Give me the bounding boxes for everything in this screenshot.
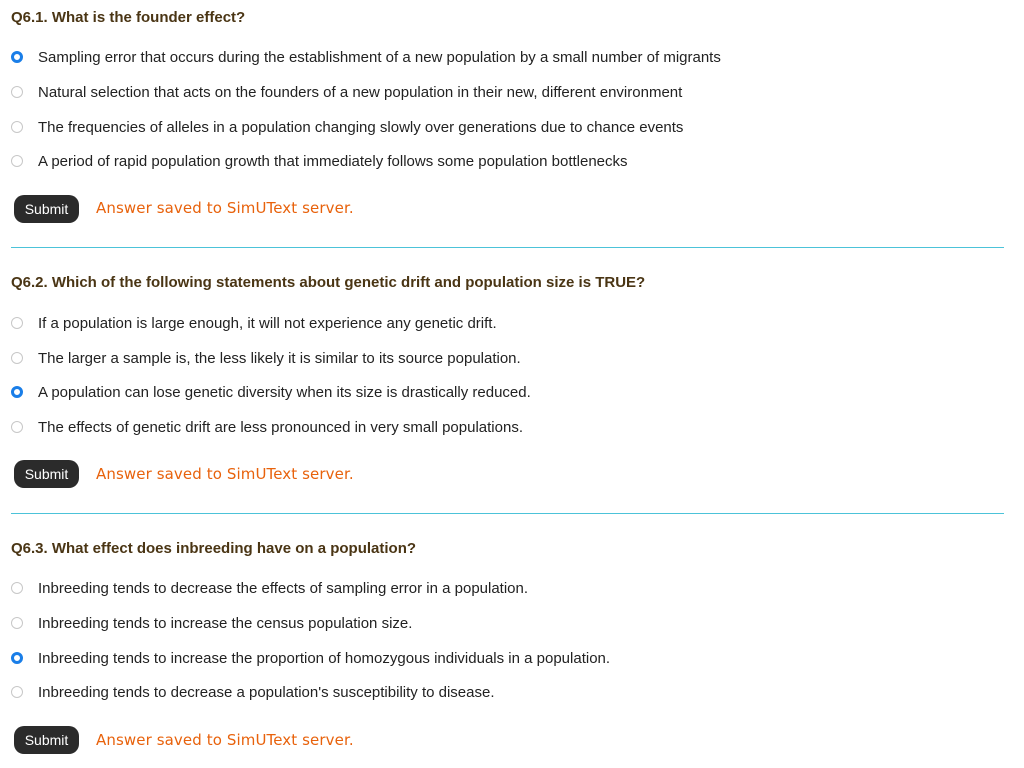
radio-unselected-icon[interactable] bbox=[11, 582, 23, 594]
answer-option[interactable] bbox=[11, 416, 523, 438]
radio-unselected-icon[interactable] bbox=[11, 421, 23, 433]
save-status: Answer saved to SimUText server. bbox=[96, 199, 354, 217]
answer-option-label: The larger a sample is, the less likely it is similar to its source population. bbox=[38, 349, 521, 367]
radio-selected-icon[interactable] bbox=[11, 386, 23, 398]
answer-option-label: The effects of genetic drift are less pronounced in very small populations. bbox=[38, 418, 523, 436]
answer-option[interactable] bbox=[11, 46, 721, 68]
answer-option-label: Inbreeding tends to decrease a population's susceptibility to disease. bbox=[38, 683, 495, 701]
answer-option[interactable] bbox=[11, 577, 528, 599]
question-title: Q6.1. What is the founder effect? bbox=[11, 9, 246, 26]
radio-selected-icon[interactable] bbox=[11, 652, 23, 664]
answer-option-label: Inbreeding tends to increase the proportion of homozygous individuals in a population. bbox=[38, 649, 611, 667]
save-status: Answer saved to SimUText server. bbox=[96, 465, 354, 483]
radio-unselected-icon[interactable] bbox=[11, 155, 23, 167]
answer-option[interactable] bbox=[11, 81, 682, 103]
answer-option[interactable] bbox=[11, 116, 683, 138]
answer-option-label: Sampling error that occurs during the establishment of a new population by a small number of migrants bbox=[38, 48, 721, 66]
answer-option-label: Inbreeding tends to increase the census population size. bbox=[38, 614, 413, 632]
answer-option-label: Inbreeding tends to decrease the effects of sampling error in a population. bbox=[38, 579, 529, 597]
answer-option-label: The frequencies of alleles in a population changing slowly over generations due to chance events bbox=[38, 118, 684, 136]
save-status: Answer saved to SimUText server. bbox=[96, 731, 354, 749]
answer-option-label: A population can lose genetic diversity when its size is drastically reduced. bbox=[38, 383, 531, 401]
radio-unselected-icon[interactable] bbox=[11, 121, 23, 133]
answer-option[interactable] bbox=[11, 647, 610, 669]
answer-option-label: A period of rapid population growth that immediately follows some population bottlenecks bbox=[38, 152, 628, 170]
radio-selected-icon[interactable] bbox=[11, 51, 23, 63]
submit-button[interactable]: Submit bbox=[14, 195, 79, 223]
answer-option-label: If a population is large enough, it will not experience any genetic drift. bbox=[38, 314, 497, 332]
answer-option-label: Natural selection that acts on the founders of a new population in their new, different environment bbox=[38, 83, 683, 101]
answer-option[interactable] bbox=[11, 150, 628, 172]
answer-option[interactable] bbox=[11, 612, 412, 634]
question-title: Q6.2. Which of the following statements about genetic drift and population size is TRUE? bbox=[11, 274, 646, 291]
radio-unselected-icon[interactable] bbox=[11, 686, 23, 698]
divider bbox=[11, 247, 1004, 248]
answer-option[interactable] bbox=[11, 381, 531, 403]
radio-unselected-icon[interactable] bbox=[11, 352, 23, 364]
radio-unselected-icon[interactable] bbox=[11, 617, 23, 629]
radio-unselected-icon[interactable] bbox=[11, 86, 23, 98]
answer-option[interactable] bbox=[11, 681, 495, 703]
answer-option[interactable] bbox=[11, 347, 521, 369]
submit-button[interactable]: Submit bbox=[14, 460, 79, 488]
question-title: Q6.3. What effect does inbreeding have on a population? bbox=[11, 540, 417, 557]
answer-option[interactable] bbox=[11, 312, 497, 334]
submit-button[interactable]: Submit bbox=[14, 726, 79, 754]
radio-unselected-icon[interactable] bbox=[11, 317, 23, 329]
divider bbox=[11, 513, 1004, 514]
